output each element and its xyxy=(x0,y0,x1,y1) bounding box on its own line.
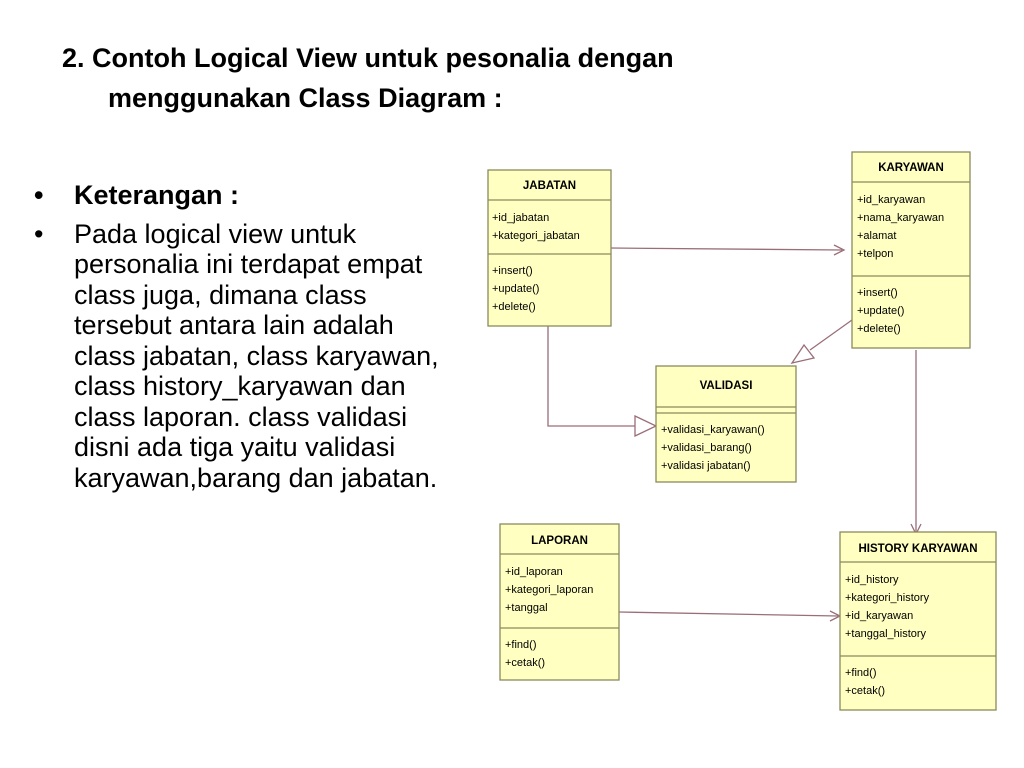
class-attribute: +id_jabatan xyxy=(492,212,550,224)
generalization-line xyxy=(810,320,852,350)
class-attribute: +nama_karyawan xyxy=(857,212,945,224)
class-method: +cetak() xyxy=(845,685,886,697)
generalization-jabatan-validasi xyxy=(548,326,656,436)
class-name: LAPORAN xyxy=(531,535,588,547)
class-method: +cetak() xyxy=(505,657,546,669)
class-attribute: +id_laporan xyxy=(505,566,563,578)
class-validasi[interactable] xyxy=(656,366,796,482)
class-attribute: +tanggal_history xyxy=(845,628,927,640)
slide-title xyxy=(62,38,782,118)
class-karyawan[interactable] xyxy=(852,152,970,348)
class-name: HISTORY KARYAWAN xyxy=(858,543,978,555)
association-line xyxy=(619,612,838,616)
class-attribute: +telpon xyxy=(857,248,894,260)
class-attribute: +id_history xyxy=(845,574,899,586)
class-diagram xyxy=(470,140,1010,725)
class-attribute: +kategori_jabatan xyxy=(492,230,580,242)
class-history-karyawan[interactable] xyxy=(840,532,996,710)
class-method: +update() xyxy=(492,283,540,295)
generalization-line xyxy=(548,326,635,426)
class-name: KARYAWAN xyxy=(878,162,944,174)
association-laporan-history xyxy=(619,611,840,621)
class-method: +find() xyxy=(845,667,877,679)
class-method: +find() xyxy=(505,639,537,651)
class-attribute: +kategori_laporan xyxy=(505,584,594,596)
class-method: +insert() xyxy=(492,265,533,277)
bullet-dot-icon: • xyxy=(34,218,44,249)
association-jabatan-karyawan xyxy=(610,245,844,255)
class-method: +delete() xyxy=(857,323,901,335)
bullet-list xyxy=(28,180,458,501)
class-method: +delete() xyxy=(492,301,536,313)
class-name: VALIDASI xyxy=(699,380,753,392)
class-method: +insert() xyxy=(857,287,898,299)
class-attribute: +tanggal xyxy=(505,602,548,614)
class-diagram-svg xyxy=(470,140,1010,720)
association-line xyxy=(610,248,842,250)
class-name: JABATAN xyxy=(522,180,577,192)
bullet-item-body xyxy=(28,219,458,494)
association-karyawan-history xyxy=(911,350,921,534)
class-attribute: +id_karyawan xyxy=(845,610,914,622)
bullet-body-text: Pada logical view untuk personalia ini terdapat empat class juga, dimana class tersebut antara lain adalah class jabatan, class karyawan, class history_karyawan dan class laporan. class validasi disni ada tiga yaitu validasi karyawan,barang dan jabatan. xyxy=(74,218,439,493)
class-attribute: +kategori_history xyxy=(845,592,930,604)
class-attribute: +id_karyawan xyxy=(857,194,926,206)
class-method: +validasi jabatan() xyxy=(661,460,751,472)
bullet-dot-icon: • xyxy=(34,180,44,210)
class-method: +update() xyxy=(857,305,905,317)
class-laporan[interactable] xyxy=(500,524,619,680)
class-attribute: +alamat xyxy=(857,230,897,242)
bullet-item-heading xyxy=(28,180,458,211)
triangle-arrowhead xyxy=(635,416,656,436)
slide-title-line-2: menggunakan Class Diagram : xyxy=(108,83,503,113)
class-jabatan[interactable] xyxy=(488,170,611,326)
class-method: +validasi_barang() xyxy=(661,442,752,454)
bullet-heading-text: Keterangan : xyxy=(74,180,240,210)
slide-title-line-1: 2. Contoh Logical View untuk pesonalia dengan xyxy=(62,43,674,73)
generalization-karyawan-validasi xyxy=(792,320,852,363)
triangle-arrowhead xyxy=(792,345,814,363)
class-method: +validasi_karyawan() xyxy=(661,424,765,436)
